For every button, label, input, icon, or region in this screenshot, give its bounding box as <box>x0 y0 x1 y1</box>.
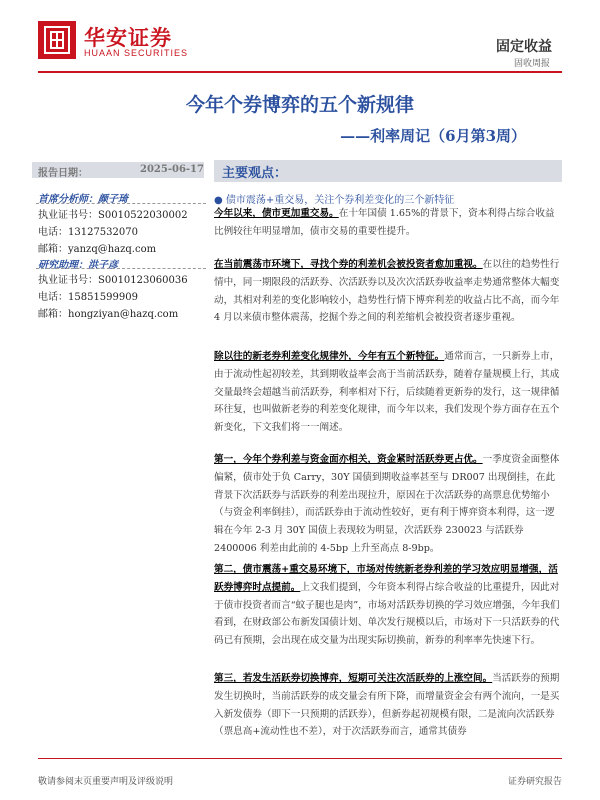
logo-seal-icon <box>38 21 76 59</box>
footer-report-type: 证券研究报告 <box>507 777 562 787</box>
paragraph-5-lead: 第二，债市震荡+重交易环境下，市场对传统新老券利差的学习效应明显增强，活跃券博弈时点提前。 <box>214 564 558 593</box>
assistant-phone: 电话：15851599909 <box>38 292 138 303</box>
logo-mark <box>38 21 76 59</box>
analyst-email[interactable]: 邮箱：yanzq@hazq.com <box>38 244 157 255</box>
assistant-email[interactable]: 邮箱：hongziyan@hazq.com <box>38 309 179 320</box>
report-date-value: 2025-06-17 <box>140 164 204 175</box>
divider <box>36 268 206 269</box>
assistant-role: 研究助理：洪子彦 <box>38 260 118 271</box>
paragraph-2 <box>214 256 562 327</box>
paragraph-1-body: 在十年国债 1.65%的背景下，资本利得占综合收益比例较往年明显增加，债市交易的重要性提升。 <box>214 208 555 237</box>
analyst-license: 执业证书号：S0010522030002 <box>38 210 188 221</box>
footer-divider <box>38 758 562 759</box>
paragraph-4 <box>214 451 562 558</box>
analyst-role: 首席分析师：颜子琦 <box>38 194 128 205</box>
paragraph-4-lead: 第一，今年个券利差与资金面亦相关，资金紧时活跃券更占优。 <box>214 454 483 465</box>
divider <box>36 203 206 204</box>
paragraph-3-lead: 除以往的新老券利差变化规律外，今年有五个新特征。 <box>214 351 445 362</box>
report-date-label: 报告日期： <box>38 168 88 179</box>
paragraph-3 <box>214 348 562 437</box>
footer-disclaimer: 敬请参阅末页重要声明及评级说明 <box>38 777 174 787</box>
company-name-en: HUAAN SECURITIES <box>84 48 189 58</box>
paragraph-1-lead: 今年以来，债市更加重交易。 <box>214 208 339 219</box>
assistant-license: 执业证书号：S0010123060036 <box>38 275 188 286</box>
paragraph-2-body: 在以往的趋势性行情中，同一期限段的活跃券、次活跃券以及次次活跃券收益率走势通常整体大幅变动，其相对利差的变化影响较小，趋势性行情下博弈利差的收益占比不高，而今年 4 月以来债市整体震荡，挖掘个券之间的利差缩机会被投资者逐步重视。 <box>214 259 560 324</box>
paragraph-5-body: 上文我们提到，今年资本利得占综合收益的比重提升，因此对于债市投资者而言“蚊子腿也是肉”，市场对活跃券切换的学习效应增强，今年我们看到，在财政部公布新发国债计划、单次发行规模以后，市场对下一只活跃券的代码已有预期，会出现在成交量为出现实际切换前，新券的利率率先快速下行。 <box>214 581 560 647</box>
analyst-phone: 电话：13127532070 <box>38 227 138 238</box>
report-category: 固定收益 <box>496 39 552 55</box>
report-subcategory: 固收周报 <box>513 59 550 69</box>
paragraph-6-lead: 第三，若发生活跃券切换博弈，短期可关注次活跃券的上涨空间。 <box>214 673 493 684</box>
page-subtitle: ——利率周记（6月第3周） <box>340 127 526 145</box>
paragraph-2-lead: 在当前震荡市环境下，寻找个券的利差机会被投资者愈加重视。 <box>214 259 483 270</box>
page-title: 今年个券博弈的五个新规律 <box>185 94 414 116</box>
paragraph-6 <box>214 670 562 741</box>
paragraph-5 <box>214 561 562 650</box>
company-name-cn: 华安证券 <box>84 25 172 50</box>
bullet-heading: ● 债市震荡+重交易，关注个券利差变化的三个新特征 <box>214 195 455 206</box>
paragraph-4-body: 一季度资金面整体偏紧，债市处于负 Carry，30Y 国债到期收益率甚至与 DR007 出现倒挂，在此背景下次活跃券与活跃券的利差出现拉升，原因在于次活跃券的高票息优势缩小（与资金利率倒挂），而活跃券由于流动性较好，更有利于博弈资本利得，这一逻辑在今年 2-3 月 30Y 国债上表现较为明显，次活跃券 230023 与活跃券 2400006 利差由此前的 4-5bp 上升至高点 8-9bp。 <box>214 454 560 554</box>
paragraph-6-body: 当活跃券的预期发生切换时，当前活跃券的成交量会有所下降，而增量资金会有两个流向，一是买入新发债券（即下一只预期的活跃券），但新券起初规模有限，二是流向次活跃券（票息高+流动性也不差），对于次活跃券而言，通常其债券 <box>214 673 560 738</box>
header-divider <box>38 71 562 73</box>
section-title: 主要观点： <box>222 166 288 181</box>
paragraph-1 <box>214 205 562 241</box>
paragraph-3-body: 通常而言，一只新券上市，由于流动性起初较差，其到期收益率会高于当前活跃券，随着存量规模上行，其成交量最终会超越当前活跃券，利率相对下行，后续随着更新券的发行，这一规律循环往复，也叫做新老券的利差变化规律，而今年以来，我们发现个券方面存在五个新变化，下文我们将一一阐述。 <box>214 351 560 434</box>
